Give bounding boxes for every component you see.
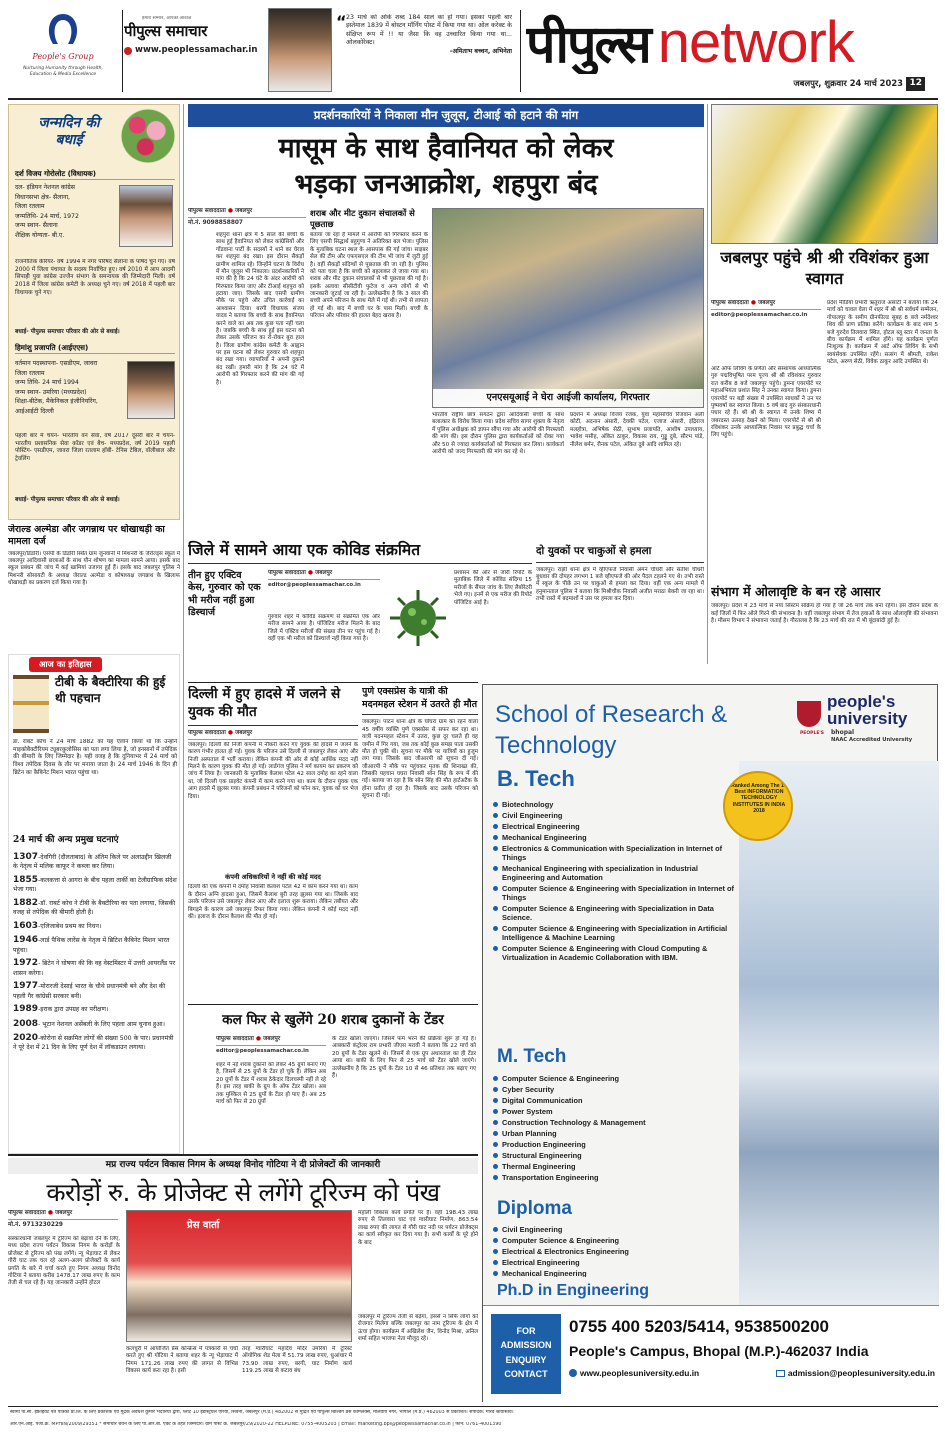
network-title	[526, 12, 938, 74]
ravishankar-story	[711, 104, 938, 580]
amitabh-photo	[268, 8, 332, 92]
event-item: 1307-देवगिरी (दौलताबाद) के अंतिम किले पर अलाउद्दीन खिलजी के नेतृत्व में मलिक काफूर ने कब्जा कर लिया।	[13, 852, 172, 871]
history-title: टीबी के बैक्टीरिया की हुई थी पहचान	[55, 675, 166, 705]
covid-col2: प्रशासन की ओर से जारी रिपोर्ट के मुताबिक जिले में कोविड संदिग्ध 15 मरीजों के सैंपल जांच के लिए लैबोरेटरी भेजे गए। इनमें से एक मरीज की रिपोर्ट पॉजिटिव आई है।	[454, 570, 532, 606]
delhi-body: जबलपुर। दिल्ली की निजी कंपनी में नौकरी करने गए युवक की हादसे में जलने के कारण गंभीर हालत हो गई। युवक के परिजन उसे दिल्ली से जबलपुर लेकर आए और निजी अस्पताल में भर्ती कराया। लेकिन कंपनी की ओर से कोई आर्थिक मदद नहीं मिलने के कारण युवक की मौत हो गई। लार्डगंज पुलिस ने मर्ग कायम कर प्रकरण को जांच में लिया है। जानकारी के मुताबिक केलाश पटेल 42 साल दमोह का रहने वाला था, जो दिल्ली एक प्राइवेट कंपनी में काम करने गया था। काम के दौरान युवक एक आग हादसे में झुलस गया। कंपनी प्रबंधन ने परिजनों को फोन कर, युवक को घर भेज दिया।	[188, 741, 358, 800]
event-item: 1977-मोरारजी देसाई भारत के चौथे प्रधानमंत्री बने और देश की पहली गैर कांग्रेसी सरकार बनी।	[13, 981, 166, 1000]
mail-icon	[776, 1370, 785, 1377]
ad-course-item: • Urban Planning	[493, 1129, 743, 1138]
hourglass-icon	[13, 675, 49, 733]
detail-line: जिला रतलाम	[15, 203, 45, 211]
ad-logo-city: bhopal	[831, 729, 855, 736]
birthday-person2-details	[15, 359, 125, 429]
covid-email[interactable]: editor@peoplessamachar.co.in	[268, 582, 361, 588]
footer-line1: स्वामी पी.सी. इंफ्राइवेट पत्र पत्रिका प्रा.लि. के लिए प्रकाशक एवं मुद्रक अवधेश कुमार भदौरिया द्वारा, प्लॉट 10 इंडस्ट्रियल एरिया, सिवनी, जबलपुर (म.प्र.) 482002 से मुद्रित एवं पीपुल्स बिल्डिंग प्रेस कॉम्प्लेक्स, मालवीय नगर, भोपाल (म.प्र.) 462003 से प्रकाशित। संपादक: गौरव श्रीवास्तव।	[10, 1410, 514, 1415]
ad-web[interactable]: www.peoplesuniversity.edu.in	[580, 1368, 700, 1378]
liquor-subhead: शराब और मीट दुकान संचालकों से पूछताछ	[310, 208, 415, 229]
birthday-heading: जन्मदिन की बधाई	[38, 115, 100, 148]
quote-author: -अमिताभ बच्चन, अभिनेता	[449, 48, 512, 56]
event-item: 1946-लार्ड पैथिक लारेंस के नेतृत्व में ब्रिटिश कैबिनेट मिशन भारत पहुंचा।	[13, 935, 170, 954]
detail-line: जन्म स्थान- सैलाना	[15, 222, 58, 230]
gerald-title: जेराल्ड अल्मेडा और जगन्नाथ पर धोखाधड़ी का मामला दर्ज	[8, 524, 165, 547]
events-list	[13, 851, 177, 1151]
title-hindi: पीपुल्स	[526, 15, 650, 74]
tourism-caption: कलचुरी में आयोजित प्रेस कॉन्फ्रेंस में पत्रकारों से चर्चा करते हुए श्री गोटिया ने बताया शहर के न्यू भेड़ाघाट में निगम 171.26 लाख रुपए की लागत से विभिन्न विकास कार्य करा रहा है। इसी	[126, 1346, 238, 1375]
birthday-person2-wish: बधाई- पीपुल्स समाचार परिवार की ओर से बधाई।	[15, 497, 120, 503]
ravishankar-col2: प्रदेश मीडिया प्रभारी ऋतुराज असाटी ने बताया कि 24 मार्च को चावल वेला में शहर में श्री श्री सर्वधर्म सम्मेलन, गोपालपुर के समीप ग्रीनफील्ड सुबह 8 बजे नर्मदेश्वर शिव की प्राण प्रतिष्ठा करेंगे। कार्यक्रम के बाद शाम 5 बजे गुरुदेव तिलवारा स्थित, होटल ब्लू स्टार में जनता के बीच कार्यक्रम में शामिल होंगे। यह कार्यक्रम पूर्णतः निःशुल्क है। कार्यक्रम में आर्ट ऑफ लिविंग के सभी स्वयंसेवक उपस्थित रहेंगे। सत्संग में श्रीमती, राकेश पटेल, अरुण सेठी, विवेक ठाकुर आदि उपस्थित थे।	[827, 300, 938, 365]
ad-logo	[797, 691, 933, 755]
ad-course-item: • Digital Communication	[493, 1096, 743, 1105]
hail-story	[711, 584, 938, 664]
lead-col4-body: प्रदर्शन में अध्यक्ष विजय रजक, युवा महासचिव रिजवान अली कोटी, अदनान अंसारी, देवकी पटेल, एजाज अंसारी, इंद्रिराज मलहोत्रा, अभिषेक सेठी, सुभाष प्रजापति, आशीष उपाध्याय, भावेश मसीह, अंकित ठाकुर, विकास राय, गुड्डू दुबे, सौरभ पांडे, नीलेश बर्मन, रौनक पटेल, अंकित दुबे आदि शामिल रहे।	[570, 412, 704, 448]
pune-story	[362, 686, 478, 1046]
delhi-subhead: कंपनी अधिकारियों ने नहीं की कोई मदद	[225, 872, 321, 881]
ad-course-item: • Computer Science & Engineering with Specialization in Data Science.	[493, 904, 739, 922]
ravishankar-byline: पीपुल्स संवाददाता ● जबलपुर	[711, 300, 821, 310]
ad-contact-bar	[483, 1305, 939, 1403]
tourism-mobile: मो.नं. 9713230229	[8, 1222, 63, 1228]
covid-story	[188, 540, 532, 680]
press-banner: प्रेस वार्ता	[187, 1220, 220, 1231]
birthday-heading-box	[15, 109, 117, 165]
quote-text: 23 मार्च को ओके शब्द 184 साल का हो गया। इसका पहली बार इस्तेमाल 1839 में बोस्टन मॉर्निंग पोस्ट में किया गया था। ओल करेक्ट के संक्षिप्त रूप में !! या जैसा कि वह उच्चारित किया गया था... ओलकोरेक्ट।	[346, 14, 512, 46]
web-icon	[569, 1369, 577, 1377]
quote-icon: “	[336, 14, 347, 31]
event-item: 1972- ब्रिटेन ने घोषणा की कि वह वेस्टमिंस्टर में उत्तरी आयरलैंड पर शासन करेगा।	[13, 958, 176, 977]
ad-course-item: • Production Engineering	[493, 1140, 743, 1149]
ad-campus-illustration	[739, 761, 939, 1321]
ravishankar-headline: जबलपुर पहुंचे श्री श्री रविशंकर हुआ स्वागत	[720, 248, 929, 288]
ad-phone[interactable]: 0755 400 5203/5414, 9538500200	[569, 1317, 829, 1336]
lead-col2	[310, 208, 428, 536]
ad-course-item: • Electrical & Electronics Engineering	[493, 1247, 743, 1256]
protest-caption: एनएसयूआई ने घेरा आईजी कार्यालय, गिरफ्तार	[433, 389, 703, 407]
samachar-url[interactable]: www.peoplessamachar.in	[135, 45, 258, 56]
ad-btech-title: B. Tech	[497, 766, 575, 791]
covid-headline: जिले में सामने आया एक कोविड संक्रमित	[188, 540, 532, 564]
globe-icon	[124, 47, 132, 55]
event-item: 2008- भूटान नेशनल असेंबली के लिए पहला आम चुनाव हुआ।	[13, 1018, 165, 1029]
ad-course-item: • Computer Science & Engineering	[493, 1074, 743, 1083]
stab-body: जबलपुर। रांझी थाना क्षेत्र में व्हीएफजे निवासी अमन चौधरी और सतीश चौधरी बुधवार की दोपहर लगभग 1 बजे व्हीएफजे की ओर पैदल टहलने गए थे। तभी रास्ते में स्कूल के पीछे उन पर चाकुओं से हमला कर दिया। वहीं एक अन्य मामले में हनुमानताल पुलिस ने बताया कि मिश्रीचौक निवासी अजीत मराठा बेकरी जा रहा था। तभी रास्ते में बदमाशों ने उस पर हमला कर दिया।	[536, 566, 704, 603]
stab-story	[536, 540, 704, 680]
ad-course-item: • Electrical Engineering	[493, 822, 739, 831]
detail-line: शैक्षिक योग्यता- बी.ए.	[15, 232, 65, 240]
ad-diploma	[493, 1197, 743, 1277]
liquor-col2: के टेंडर खोला जाएगा। जिसमें फर्म भरने की प्रक्रिया शुरू हो गई है। आबकारी कंट्रोलर राम प्रभारी जीएस मरावी ने बताया कि 22 मार्च को 20 ग्रुपों के टेंडर खुलने थे। जिसमें से एक ग्रुप अधारताल का ही टेंडर आया था। बाकी के लिए फिर से 25 मार्च को टेंडर खोले जाएंगे। उल्लेखनीय है कि 25 ग्रुपों के टेंडर 10 से 46 प्रतिशत तक बढ़ाए गए हैं।	[332, 1036, 476, 1079]
birthday-person1-details	[15, 183, 115, 255]
ad-logo-name: people's university	[827, 692, 908, 728]
tourism-col4: जबलपुर में टूरिज्म तेजी से बढ़ेगा, इससे न सिर्फ लोगों को रोजगार मिलेगा बल्कि जबलपुर का नाम टूरिज्म के क्षेत्र में ऊंचा होगा। कार्यक्रम में अखिलेश जैन, विनोद मिश्रा, अनिल शर्मा सहित भाजपा नेता मौजूद रहे।	[358, 1314, 478, 1343]
ad-naac: NAAC Accredited University	[831, 737, 913, 743]
event-item: 1855-कलकत्ता से आगरा के बीच पहला तार्की का टेलीग्राफिक संदेश भेजा गया।	[13, 874, 177, 894]
tourism-kicker: मप्र राज्य पर्यटन विकास निगम के अध्यक्ष विनोद गोटिया ने दी प्रोजेक्टों की जानकारी	[8, 1158, 478, 1174]
birthday-person2-name: हिमांशु प्रजापति (आईएएस)	[15, 343, 175, 354]
event-item: 2020-कोरोना से सक्रमित लोगों की संख्या 500 के पार। प्रधानमंत्री ने पूरे देश में 21 दिन के लिए पूर्ण देश में लॉकडाउन लगाया।	[13, 1032, 174, 1052]
birthday-person1-wish: बधाई- पीपुल्स समाचार परिवार की ओर से बधाई।	[15, 329, 120, 335]
gerald-story	[8, 524, 180, 650]
detail-line: शिक्षा-बीटेक, मैकेनिकल इंजीनियरिंग,	[15, 398, 98, 406]
detail-line: जन्मतिथि- 24 मार्च, 1972	[15, 212, 79, 220]
peoples-group-tagline: Nurturing Humanity through Health, Education & Media Excellence	[23, 66, 103, 77]
ad-course-item: • Construction Technology & Management	[493, 1118, 743, 1127]
peoples-group-name: People's Group	[32, 52, 94, 61]
ad-mtech-title: M. Tech	[497, 1046, 567, 1067]
ad-course-item: • Computer Science & Engineering with Specialization in Internet of Things	[493, 884, 739, 902]
detail-line: विधानसभा क्षेत्र- सैलाना,	[15, 193, 71, 201]
quote-block	[336, 14, 512, 96]
ad-phd: Ph.D in Engineering	[497, 1282, 650, 1299]
ad-school-title: School of Research & Technology	[495, 701, 728, 760]
footer-line2: आर.एन.आई. पंजी.क्र. MPHIN/2009/29351 * समाचार चयन के लिए पी.आर.बी. एक्ट के तहत जिम्मेदार। ग्राम पोस्ट क्र. जबलपुर/29/2020-22 HELPLINE: 0755-4005203 | Email: marketing.bpl@peoplessamachar.co.in | फोन: 0761-4001390	[10, 1422, 502, 1427]
covid-side: तीन हुए एक्टिव केस, गुरुवार को एक भी मरीज नहीं हुआ डिस्चार्ज	[188, 570, 261, 619]
dateline: जबलपुर, शुक्रवार 24 मार्च 2023	[793, 78, 903, 88]
lead-col3-body: भारतीय राष्ट्रीय छात्र संगठन द्वारा आदिवासी बच्ची के साथ बलात्कार के विरोध किया गया। प्रदेश सचिव सागर शुक्ला के नेतृत्व में पुलिस अधीक्षक को ज्ञापन सौंपा गया और आरोपी की गिरफ्तारी की मांग की। इस दौरान पुलिस द्वारा कार्यकर्ताओं को रोका गया और 50 से ज्यादा कार्यकर्ताओं को गिरफ्तार कर लिया। कार्यकर्ता आरोपी को जल्द गिरफ्तारी की मांग कर रहे थे।	[432, 412, 564, 455]
tourism-byline: पीपुल्स संवाददाता ● जबलपुर	[8, 1210, 118, 1220]
samachar-title: पीपुल्स समाचार	[124, 21, 208, 40]
covid-col1: गुरुवार शहर में कोविड संक्रमण से संक्रमित एक और मरीज सामने आया है। पॉजिटिव मरीज मिलने के बाद जिले में एक्टिव मरीजों की संख्या तीन पर पहुंच गई है। वहीं एक भी मरीज को डिस्चार्ज नहीं किया गया है।	[268, 614, 380, 643]
protest-photo	[432, 208, 704, 408]
virus-icon	[386, 586, 450, 650]
event-item: 1989-इराक द्वारा उपग्रह का परीक्षण।	[13, 1004, 109, 1015]
ad-course-item: • Computer Science & Engineering with Cloud Computing & Virtualization in Academic Collaboration with IBM.	[493, 944, 739, 962]
history-section	[8, 654, 180, 1154]
hail-body: जबलपुर। प्रदेश में 23 मार्च से नया सिस्टम सक्रिय हो गया है जो 26 मार्च तक बना रहेगा। इस दौरान प्रदेश के कई जिलों में फिर ओले गिरने की संभावना है। वहीं जबलपुर संभाग में तेज हवाओं के साथ ओलावृष्टि की संभावना है। मौसम विभाग ने संभावना जताई है। गौरतलब है कि 23 मार्च की रात में भी बूंदाबांदी हुई है।	[711, 603, 938, 625]
ravishankar-photo	[711, 104, 938, 244]
delhi-byline: पीपुल्स संवाददाता ● जबलपुर	[188, 730, 358, 740]
events-title: 24 मार्च की अन्य प्रमुख घटनाएं	[13, 835, 119, 845]
lead-col1-body: शहपुरा थाना क्षेत्र में 5 साल की बच्ची के साथ हुई हैवानियत को लेकर कांग्रेसियों और गोंडवाना पार्टी के सदस्यों ने थाने का घेराव कर शहपुरा बंद रखा। इस दौरान सैकड़ों ग्रामीण शामिल रहे। जिन्होंने घटना के विरोध में मौन जुलूस भी निकाला। प्रदर्शनकारियों ने मांग की है कि 24 घंटे के अंदर आरोपी को गिरफ्तार किया जाए और टीआई शहपुरा को हटाया जाए। जिसके बाद एसपी ग्रामीण मौके पर पहुंचे और उचित कार्रवाई का आश्वासन दिया। बरगी विधायक संजय यादव ने बताया कि बच्ची के साथ हैवानियत करने वाले का अब तक कुछ पता नहीं चला है। जबकि बच्ची के साथ हुई इस घटना को लेकर उसके परिजन का रो-रोकर बुरा हाल है। जिला ग्रामीण कांग्रेस कमेटी के आह्वान पर इस घटना को लेकर गुरुवार को शहपुरा बंद रखा गया। व्यापारियों ने अपनी दुकानें बंद रखीं। हमारी मांग है कि 24 घंटे में आरोपी को गिरफ्तार करने की मांग की गई है।	[216, 232, 304, 386]
ad-course-item: • Electronics & Communication with Specialization in Internet of Things	[493, 844, 739, 862]
tourism-col2: तरह ग्वारीघाट महादेव मंदिर उमरिया में टूरिस्ट ऑयोगिक शेड मेला में 51.79 लाख रुपए, धुआंधार में 73.90 लाख रुपए, बरगी, घाट निर्माण कार्य 119.25 लाख से कटाव बंध	[242, 1346, 352, 1375]
ad-logo-crest	[797, 701, 821, 727]
birthday-person1-bio: राजनीतिक कैरियर- वर्ष 1994 में नगर परिषद सैलाना के पार्षद चुने गए। वर्ष 2000 में जिला पंचायत के सदस्य निर्वाचित हुए। वर्ष 2010 में आप आदमी सिपाही युवा कांग्रेस उज्जैन संभाग के समन्वयक की जिम्मेदारी मिली। वर्ष 2018 में जिला कांग्रेस कमेटी के अध्यक्ष चुने गए। वर्ष 2018 में पहली बार विधायक चुने गए।	[15, 259, 175, 296]
history-body: डॉ. रॉबर्ट कोच ने 24 मार्च 1882 को यह ऐलान किया था कि उन्होंने माइकोबैक्टीरियम ट्यूबरकुलोसिस का पता लगा लिया है, जो इनसानों में तपेदिक की बीमारी के लिए जिम्मेदार है। यही वजह है कि दुनियाभर में 24 मार्च को विश्व तपेदिक दिवस के तौर पर मनाया जाता है। 24 मार्च 1946 के दिन ही ब्रिटेन का कैबिनेट मिशन भारत पहुंचा था।	[13, 739, 177, 776]
lead-kicker: प्रदर्शनकारियों ने निकाला मौन जुलूस, टीआई को हटाने की मांग	[188, 104, 704, 127]
press-conference-photo	[126, 1210, 352, 1342]
pune-headline: पुणे एक्सप्रेस के यात्री की मदनमहल स्टेशन में उतरते ही मौत	[362, 686, 478, 715]
detail-line: जन्म स्थान- उमरिया (मध्यप्रदेश)	[15, 388, 87, 396]
event-item: 1882-डॉ. राबर्ट कोच ने टीबी के बैक्टीरिया का पता लगाया, जिसकी वजह से तपेदिक की बीमारी होती है।	[13, 897, 176, 917]
pune-body: जबलपुर। पाटन थाना क्षेत्र के घोघरा ग्राम का रहने वाला 45 वर्षीय व्यक्ति पुणे एक्सप्रेस से सफर कर रहा था। यात्री मदनमहल स्टेशन में उतरा, कुछ दूर चलते ही वह जमीन में गिर गया, जब तक कोई कुछ समझ पाता उसकी मौत हो चुकी थी। सूचना पर मौके पर यात्रियों का हुजूम लग गया। जिसके बाद जीआरपी को सूचना दी गई। जीआरपी ने मौके पर पहुंचकर मृतक की शिनाख्त की, जिसकी पहचान घघरा निवासी सोन सिंह के रूप में की गई। बताया जा रहा है कि सोन सिंह की मौत हार्टअटैक के होना प्रतीत हो रहा है। जिसके बाद उसके परिजन को सूचना दी गई।	[362, 719, 478, 800]
history-tag: आज का इतिहास	[29, 657, 102, 672]
liquor-headline: कल फिर से खुलेंगे 20 शराब दुकानों के टेंडर	[222, 1012, 444, 1028]
ad-course-item: • Computer Science & Engineering	[493, 1236, 743, 1245]
liquor-byline: पीपुल्स संवाददाता ● जबलपुर	[216, 1036, 326, 1046]
university-ad[interactable]	[482, 684, 938, 1402]
detail-line: जन्म तिथि- 24 मार्च 1994	[15, 379, 79, 387]
tourism-col3: महोली विकास कार्य प्रगति पर है। वहीं 198.43 लाख रुपए से तिलवारा घाट एवं ग्वारीघाट निर्माण, 863.54 लाख रुपए की लागत से गौरी घाट नदी पर पर्यटन प्रोजेक्ट्स का कार्य स्वीकृत कर दिया गया है। सभी कार्यों के पूरे होने के बाद	[358, 1210, 478, 1246]
ad-course-item: • Mechanical Engineering with specialization in Industrial Engineering and Automation	[493, 864, 739, 882]
ad-logo-small: PEOPLE'S	[799, 731, 825, 736]
birthday-person2-bio: पहली बार में चयन- भारतीय वन सेवा, वर्ष 2017 दूसरी बार में चयन- भारतीय प्रशासनिक सेवा कॉडर एवं बैच- मध्यप्रदेश, वर्ष 2019 पहली पोस्टिंग- एसडीएम, जावरा जिला रतलाम हॉबी- टेनिस टेबिल, वॉलीबाल और ट्रेवलिंग	[15, 433, 175, 462]
tourism-story	[8, 1158, 478, 1402]
ad-enquiry-box: FOR ADMISSION ENQUIRY CONTACT	[491, 1314, 561, 1394]
ad-course-item: • Electrical Engineering	[493, 1258, 743, 1267]
lead-headline-2: भड़का जनआक्रोश, शहपुरा बंद	[294, 169, 598, 200]
detail-line: वर्तमान पदस्थापना- एसडीएम, जावरा	[15, 360, 98, 367]
flower-bouquet-icon	[121, 109, 175, 163]
birthday-section	[8, 104, 180, 520]
ad-btech	[493, 765, 743, 1091]
ad-course-item: • Mechanical Engineering	[493, 1269, 743, 1277]
ad-course-item: • Transportation Engineering	[493, 1173, 743, 1182]
hail-headline: संभाग में ओलावृष्टि के बन रहे आसार	[711, 584, 881, 599]
detail-line: दल- इंडियन नेशनल कांग्रेस	[15, 184, 75, 191]
ad-course-item: • Biotechnology	[493, 800, 739, 809]
lead-byline: पीपुल्स संवाददाता ● जबलपुर	[188, 208, 306, 218]
lead-story	[188, 104, 704, 536]
ad-course-item: • Computer Science & Engineering with Specialization in Artificial Intelligence & Machine Learning	[493, 924, 739, 942]
ad-course-item: • Structural Engineering	[493, 1151, 743, 1160]
liquor-email[interactable]: editor@peoplessamachar.co.in	[216, 1048, 309, 1054]
mla-photo	[119, 185, 173, 247]
event-item: 1603-एलिजाबेथ प्रथम का निधन।	[13, 920, 102, 931]
lead-col2-body: बताया जा रहा है मामले में आरोपी को गिरफ्तार करने के लिए एसपी सिद्धार्थ बहुगुणा ने अतिरिक्त बल भेजा। पुलिस के मुताबिक घटना स्थल के आसपास की गई जांच। साइबर सेल की टीम और एफएसएल की टीम भी जांच में जुटी हुई है। वहीं सैकड़ों संदिग्धों से पूछताछ की जा रही है। पुलिस को पता चला है कि बच्ची को बहलाकर ले जाया गया था। शराब और मीट दुकान संचालकों से भी पूछताछ की गई है। इसके अलावा सीसीटीवी फुटेज व अन्य लोगों से भी जानकारी जुटाई जा रही है। उल्लेखनीय है कि 3 साल की बच्ची अपने परिजन के साथ मेले में गई थी। तभी से लापता हो गई थी। बाद में बच्ची घर के पास मिली। बच्ची के परिजन और परिवार की हालत बेहद खराब है।	[310, 232, 428, 320]
delhi-headline: दिल्ली में हुए हादसे में जलने से युवक की मौत	[188, 686, 358, 726]
ad-diploma-title: Diploma	[497, 1198, 572, 1219]
horseshoe-icon	[43, 10, 83, 50]
title-english: network	[657, 12, 854, 74]
samachar-block	[124, 16, 264, 86]
covid-byline: पीपुल्स संवाददाता ● जबलपुर	[268, 570, 380, 580]
ad-course-item: • Cyber Security	[493, 1085, 743, 1094]
ad-ranked-text: Ranked Among The 10 Best INFORMATION TECHNOLOGY INSTITUTES IN INDIA 2018	[731, 783, 787, 814]
ad-course-item: • Civil Engineering	[493, 811, 739, 820]
ad-campus: People's Campus, Bhopal (M.P.)-462037 India	[569, 1343, 869, 1359]
gerald-body: जबलपुर/डिंडोरी। एसपी के डिंडोरी स्थित ग्राम जुनवानी में मिशनरी के जेरॉल्ड्स स्कूल में जबलपुर आदिवासी छात्राओं के साथ यौन शोषण का मामला सामने आया। इसके बाद स्कूल प्रबंधन की जांच में कई खामियां उजागर हुईं हैं। इसके बाद जबलपुर पुलिस ने मिशनरी सोसायटी के अध्यक्ष जेराल्ड अल्मेडा व कोषाध्यक्ष जगन्नाथ के खिलाफ धोखाधड़ी का प्रकरण दर्ज किया गया है।	[8, 550, 180, 586]
delhi-body2: दिल्ली की एक कंपनी में दमोह निवासी केलाश पटेल 42 में काम करने गया था। काम के दौरान अग्नि हादसा हुआ, जिसमें कैलाश बुरी तरह झुलस गया था। जिसके बाद उसके परिजन उसे जबलपुर लेकर आए और इलाज शुरू कराया। लेकिन तबीयत और बिगड़ने के कारण उसे जबलपुर रिफर किया गया। लेकिन कंपनी ने कोई मदद नहीं की। इलाज के दौरान कैलाश की मौत हो गई।	[188, 884, 358, 920]
lead-headline-1: मासूम के साथ हैवानियत को लेकर	[278, 133, 614, 164]
page-number: 12	[906, 77, 925, 91]
liquor-story	[188, 1008, 478, 1150]
detail-line: आईआईटी दिल्ली	[15, 408, 54, 416]
birthday-person1-name: दर्श विजय गोरोलोट (विधायक)	[15, 169, 175, 180]
tourism-headline: करोड़ों रु. के प्रोजेक्ट से लगेंगे टूरिज्म को पंख	[46, 1177, 440, 1207]
samachar-small: हमारा सम्मान, आपकी आवाज़	[142, 16, 192, 21]
ad-course-item: • Civil Engineering	[493, 1225, 743, 1234]
masthead	[0, 0, 945, 100]
lead-mobile: मो.नं. 9098858807	[188, 219, 243, 226]
ad-mtech	[493, 1045, 743, 1185]
ravishankar-email[interactable]: editor@peoplessamachar.co.in	[711, 312, 808, 318]
ravishankar-col1: आर्ट ऑफ लिविंग के प्रणेता और संस्थापक आध्यात्मिक गुरु पद्मविभूषित परम पूज्य श्री श्री रविशंकर गुरुवार रात करीब 8 बजे जबलपुर पहुंचे। डुमना एयरपोर्ट पर महाअभियंता प्रशांत सिंह ने उनका स्वागत किया। डुमना एयरपोर्ट पर बड़ी संख्या में उपस्थित साधकों ने उन पर पुष्पवर्षा कर स्वागत किया। 5 वर्ष बाद गुरु संस्कारधानी पधार रहे हैं। श्री श्री के स्वागत में उनके शिष्य में जबरदस्त उत्साह देखने को मिला। एयरपोर्ट से श्री श्री रविशंकर उनके आध्यात्मिक निवास पर प्रबुद्ध चर्चा के लिए पहुंचे।	[711, 366, 821, 439]
lead-col1b-body	[188, 232, 212, 233]
ias-photo	[127, 361, 175, 419]
ad-mail[interactable]: admission@peoplesuniversity.edu.in	[787, 1368, 935, 1378]
tourism-col1: संस्कारधानी जबलपुर में टूरिज्म को बढ़ावा देने के लिए, मध्य प्रदेश राज्य पर्यटन विकास निगम के करोड़ों के प्रोजेक्ट से टूरिज्म को पंख लगेंगे। न्यू भेड़ाघाट से लेकर गौरी घाट तक चल रहे अलग-अलग प्रोजेक्टों के कार्य प्रगति के बारे में चर्चा करते हुए निगम अध्यक्ष विनोद गोटिया ने बताया करीब 1478.17 लाख रुपए के काम तेजी से चल रहे हैं। यह जानकारी उन्होंने होटल	[8, 1236, 120, 1287]
detail-line: जिला रतलाम	[15, 369, 45, 377]
peoples-group-logo	[8, 8, 118, 96]
ad-course-item: • Mechanical Engineering	[493, 833, 739, 842]
delhi-story	[188, 686, 358, 1046]
ad-course-item: • Power System	[493, 1107, 743, 1116]
stab-headline: दो युवकों पर चाकुओं से हमला	[536, 545, 704, 563]
ad-course-item: • Thermal Engineering	[493, 1162, 743, 1171]
liquor-col1: शहर में नई शराब दुकानों को लेकर 45 ग्रुपों बनाए गए है, जिसमें से 25 ग्रुपों के टेंडर हो चुके हैं। लेकिन अब 20 ग्रुपों के टेंडर में शराब ठेकेदार दिलचस्पी नहीं ले रहे हैं। इस तरह बाकी के ग्रुप के ऑफ टेंडर खोला। अब तक मुश्किल से 25 ग्रुपों के टेंडर हो पाए हैं। अब 25 मार्च को फिर से 20 ग्रुपों	[216, 1062, 326, 1105]
